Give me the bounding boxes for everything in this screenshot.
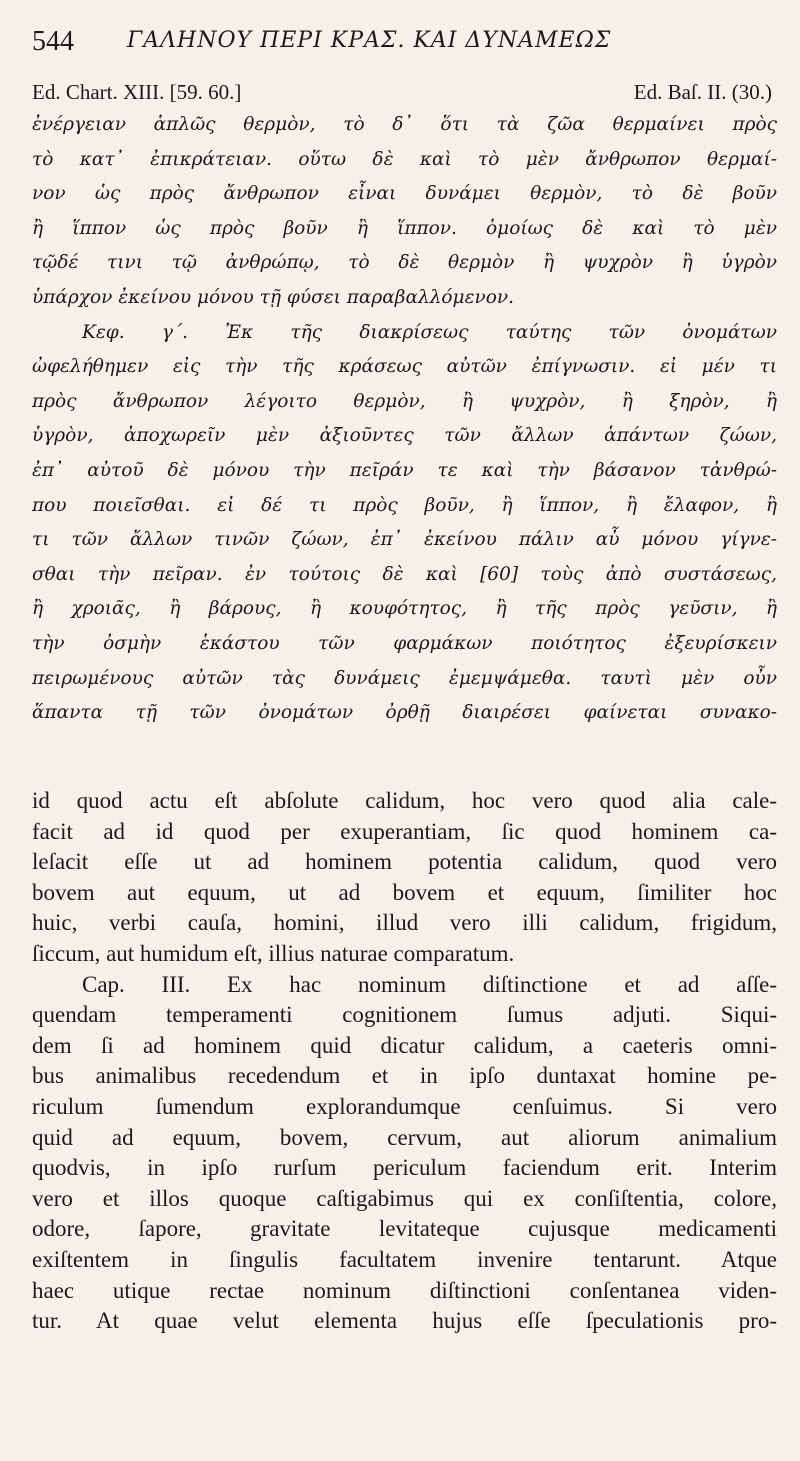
greek-line: ἅπαντα τῇ τῶν ὀνομάτων ὀρθῇ διαιρέσει φαίνεται συνακο-	[32, 702, 777, 724]
running-head: ΓΑΛΗΝΟΥ ΠΕΡΙ ΚΡΑΣ. ΚΑΙ ΔΥΝΑΜΕΩΣ	[127, 28, 612, 53]
latin-line: ſiccum, aut humidum eſt, illius naturae comparatum.	[32, 940, 515, 966]
greek-line: ὑγρὸν, ἀποχωρεῖν μὲν ἀξιοῦντες τῶν ἄλλων ἁπάντων ζώων,	[32, 425, 777, 447]
greek-line: νον ὡς πρὸς ἄνθρωπον εἶναι δυνάμει θερμὸν, τὸ δὲ βοῦν	[32, 183, 777, 205]
latin-line: quendam temperamenti cognitionem ſumus adjuti. Siqui-	[32, 1002, 777, 1028]
latin-line: riculum ſumendum explorandumque cenſuimus. Si vero	[32, 1093, 777, 1119]
latin-line: vero et illos quoque caſtigabimus qui ex conſiſtentia, colore,	[32, 1185, 777, 1211]
greek-line: ὑπάρχον ἐκείνου μόνου τῇ φύσει παραβαλλόμενον.	[32, 286, 515, 308]
latin-chapter-heading-line: Cap. III. Ex hac nominum diſtinctione et ad aſſe-	[82, 971, 777, 997]
latin-line: leſacit eſſe ut ad hominem potentia calidum, quod vero	[32, 849, 777, 875]
edition-reference-right: Ed. Baſ. II. (30.)	[633, 80, 772, 104]
latin-line: bovem aut equum, ut ad bovem et equum, ſimiliter hoc	[32, 879, 777, 905]
latin-line: id quod actu eſt abſolute calidum, hoc vero quod alia cale-	[32, 788, 777, 813]
greek-text	[32, 108, 777, 731]
latin-line: bus animalibus recedendum et in ipſo duntaxat homine pe-	[32, 1063, 777, 1089]
latin-line: odore, ſapore, gravitate levitateque cujusque medicamenti	[32, 1216, 777, 1242]
greek-chapter-heading-line: Κεφ. γ΄. Ἐκ τῆς διακρίσεως ταύτης τῶν ὀνομάτων	[82, 321, 777, 343]
greek-line: πειρωμένους αὐτῶν τὰς δυνάμεις ἐμεμψάμεθα. ταυτὶ μὲν οὖν	[32, 667, 777, 689]
latin-line: dem ſi ad hominem quid dicatur calidum, a caeteris omni-	[32, 1032, 777, 1058]
edition-references	[32, 80, 772, 110]
greek-line: σθαι τὴν πεῖραν. ἐν τούτοις δὲ καὶ [60] τοὺς ἀπὸ συστάσεως,	[32, 563, 777, 585]
greek-line: τῷδέ τινι τῷ ἀνθρώπῳ, τὸ δὲ θερμὸν ἢ ψυχρὸν ἢ ὑγρὸν	[32, 252, 777, 274]
greek-line: ἐπ᾽ αὐτοῦ δὲ μόνου τὴν πεῖράν τε καὶ τὴν βάσανον τἀνθρώ-	[32, 459, 777, 481]
greek-line: που ποιεῖσθαι. εἰ δέ τι πρὸς βοῦν, ἢ ἵππον, ἢ ἔλαφον, ἢ	[32, 494, 777, 516]
greek-line: τὸ κατ᾽ ἐπικράτειαν. οὕτω δὲ καὶ τὸ μὲν ἄνθρωπον θερμαί-	[32, 148, 777, 170]
page-number: 544	[32, 26, 74, 57]
latin-line: exiſtentem in ſingulis facultatem invenire tentarunt. Atque	[32, 1246, 777, 1272]
latin-line: huic, verbi cauſa, homini, illud vero illi calidum, frigidum,	[32, 910, 777, 936]
greek-line: τι τῶν ἄλλων τινῶν ζώων, ἐπ᾽ ἐκείνου πάλιν αὖ μόνου γίγνε-	[32, 529, 777, 551]
latin-line: tur. At quae velut elementa hujus eſſe ſpeculationis pro-	[32, 1308, 777, 1334]
greek-line: ἐνέργειαν ἁπλῶς θερμὸν, τὸ δ᾽ ὅτι τὰ ζῶα θερμαίνει πρὸς	[32, 114, 777, 135]
latin-text	[32, 786, 777, 1337]
latin-line: haec utique rectae nominum diſtinctioni conſentanea viden-	[32, 1277, 777, 1303]
greek-line: ἢ χροιᾶς, ἢ βάρους, ἢ κουφότητος, ἢ τῆς πρὸς γεῦσιν, ἢ	[32, 598, 777, 620]
greek-line: ἢ ἵππον ὡς πρὸς βοῦν ἢ ἵππον. ὁμοίως δὲ καὶ τὸ μὲν	[32, 217, 777, 239]
greek-line: τὴν ὀσμὴν ἑκάστου τῶν φαρμάκων ποιότητος ἐξευρίσκειν	[32, 632, 777, 654]
edition-reference-left: Ed. Chart. XIII. [59. 60.]	[32, 80, 242, 104]
page-header	[32, 26, 772, 66]
latin-line: quodvis, in ipſo rurſum periculum faciendum erit. Interim	[32, 1155, 777, 1181]
latin-line: quid ad equum, bovem, cervum, aut aliorum animalium	[32, 1124, 777, 1150]
latin-line: facit ad id quod per exuperantiam, ſic quod hominem ca-	[32, 818, 777, 844]
greek-line: πρὸς ἄνθρωπον λέγοιτο θερμὸν, ἢ ψυχρὸν, ἢ ξηρὸν, ἢ	[32, 390, 777, 412]
greek-line: ὠφελήθημεν εἰς τὴν τῆς κράσεως αὐτῶν ἐπίγνωσιν. εἰ μέν τι	[32, 356, 777, 378]
